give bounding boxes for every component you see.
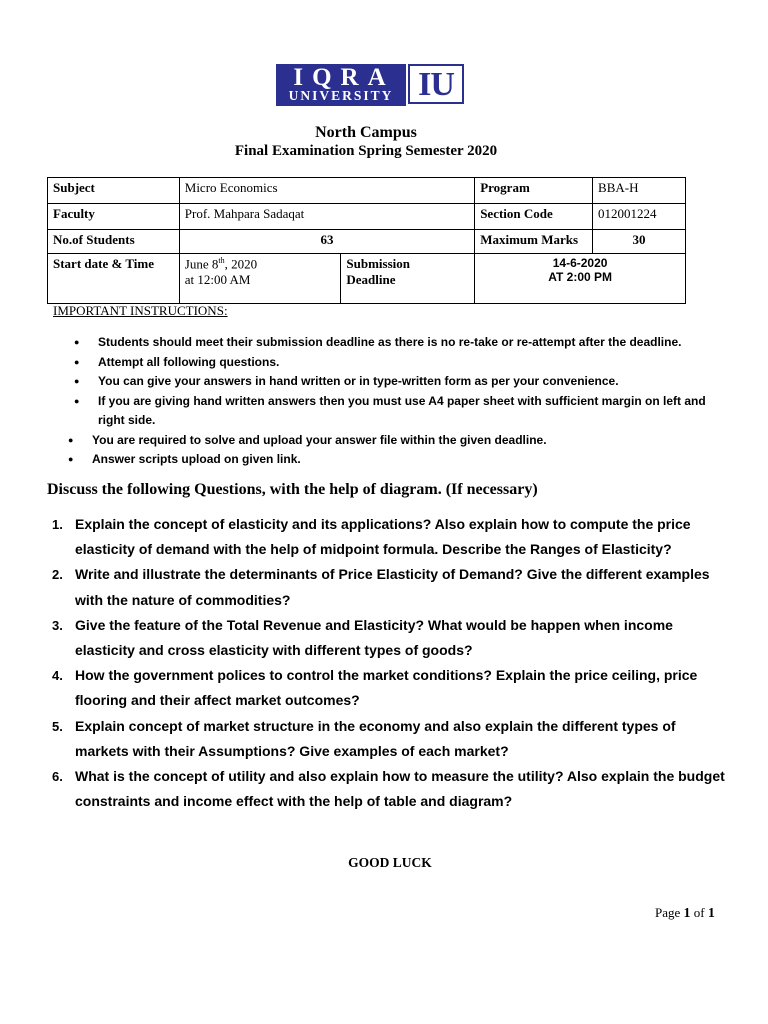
faculty-value: Prof. Mahpara Sadaqat — [179, 204, 474, 230]
exam-info-table — [47, 177, 686, 304]
table-row — [48, 178, 686, 204]
deadline-value — [475, 254, 686, 304]
start-date-year: , 2020 — [224, 256, 258, 272]
question-number: 4. — [52, 668, 63, 684]
max-marks-label: Maximum Marks — [475, 230, 593, 254]
list-item: ● You can give your answers in hand written or in type-written form as per your convenience. — [74, 372, 724, 392]
question-number: 2. — [52, 567, 63, 583]
students-label: No.of Students — [48, 230, 180, 254]
question-text: How the government polices to control the market conditions? Explain the price ceiling, price flooring and their affect market outcomes? — [75, 667, 698, 709]
start-date-label: Start date & Time — [48, 254, 180, 304]
instructions-list — [74, 333, 724, 470]
start-date-text: June 8 — [184, 256, 219, 272]
deadline-label-line2: Deadline — [346, 272, 396, 287]
max-marks-value: 30 — [593, 230, 686, 254]
list-item: ● Students should meet their submission deadline as there is no re-take or re-attempt after the deadline. — [74, 333, 724, 353]
subject-value: Micro Economics — [179, 178, 474, 204]
subject-label: Subject — [48, 178, 180, 204]
logo-line-university: UNIVERSITY — [288, 88, 394, 103]
logo-wordmark — [276, 64, 406, 106]
table-row — [48, 204, 686, 230]
table-row — [48, 254, 686, 304]
questions-list — [52, 512, 732, 814]
list-item: ● Attempt all following questions. — [74, 353, 724, 373]
instructions-title: IMPORTANT INSTRUCTIONS: — [53, 303, 228, 318]
deadline-label — [341, 254, 475, 304]
faculty-label: Faculty — [48, 204, 180, 230]
deadline-label-line1: Submission — [346, 256, 410, 271]
start-date-suffix: th — [218, 256, 225, 265]
question-number: 6. — [52, 769, 63, 785]
discussion-heading: Discuss the following Questions, with the help of diagram. (If necessary) — [47, 481, 538, 498]
page-word: Page — [655, 905, 681, 920]
logo-line-iqra: IQRA — [293, 64, 395, 91]
program-label: Program — [475, 178, 593, 204]
question-number: 5. — [52, 718, 63, 734]
campus-title: North Campus — [315, 124, 417, 141]
question-text: Explain concept of market structure in the economy and also explain the different types of markets with their Assumptions? Give examples of each market? — [75, 717, 676, 759]
closing-text: GOOD LUCK — [348, 855, 432, 870]
list-item: ● Answer scripts upload on given link. — [68, 450, 724, 470]
university-logo — [276, 64, 464, 106]
question-text: Explain the concept of elasticity and its applications? Also explain how to compute the price elasticity of demand with the help of midpoint formula. Describe the Ranges of Elasticity? — [75, 516, 691, 558]
students-value: 63 — [179, 230, 474, 254]
list-item: ● If you are giving hand written answers then you must use A4 paper sheet with sufficient margin on left and right side. — [74, 392, 724, 431]
program-value: BBA-H — [593, 178, 686, 204]
exam-title: Final Examination Spring Semester 2020 — [234, 143, 498, 159]
page-total: 1 — [707, 906, 715, 921]
question-item — [52, 512, 732, 562]
question-item — [52, 613, 732, 663]
question-number: 1. — [52, 517, 63, 532]
page-number — [655, 905, 715, 922]
question-item — [52, 562, 732, 612]
page-current: 1 — [683, 906, 691, 921]
question-text: What is the concept of utility and also explain how to measure the utility? Also explain the budget constraints and income effect with the help of table and diagram? — [75, 768, 725, 810]
question-item — [52, 663, 732, 713]
question-item — [52, 714, 732, 764]
question-item — [52, 764, 732, 814]
deadline-date: 14-6-2020 — [552, 256, 608, 270]
question-number: 3. — [52, 617, 63, 633]
question-text: Give the feature of the Total Revenue and Elasticity? What would be happen when income elasticity and cross elasticity with different types of goods? — [75, 616, 673, 659]
logo-iu-mark: IU — [408, 64, 464, 104]
question-text: Write and illustrate the determinants of Price Elasticity of Demand? Give the different examples with the nature of commodities? — [75, 566, 710, 608]
deadline-time: AT 2:00 PM — [548, 270, 612, 284]
table-row — [48, 230, 686, 254]
of-word: of — [693, 905, 705, 920]
start-time-text: at 12:00 AM — [184, 272, 251, 288]
section-code-label: Section Code — [475, 204, 593, 230]
start-date-value — [179, 254, 341, 304]
section-code-value: 012001224 — [593, 204, 686, 230]
list-item: ● You are required to solve and upload your answer file within the given deadline. — [68, 431, 724, 451]
